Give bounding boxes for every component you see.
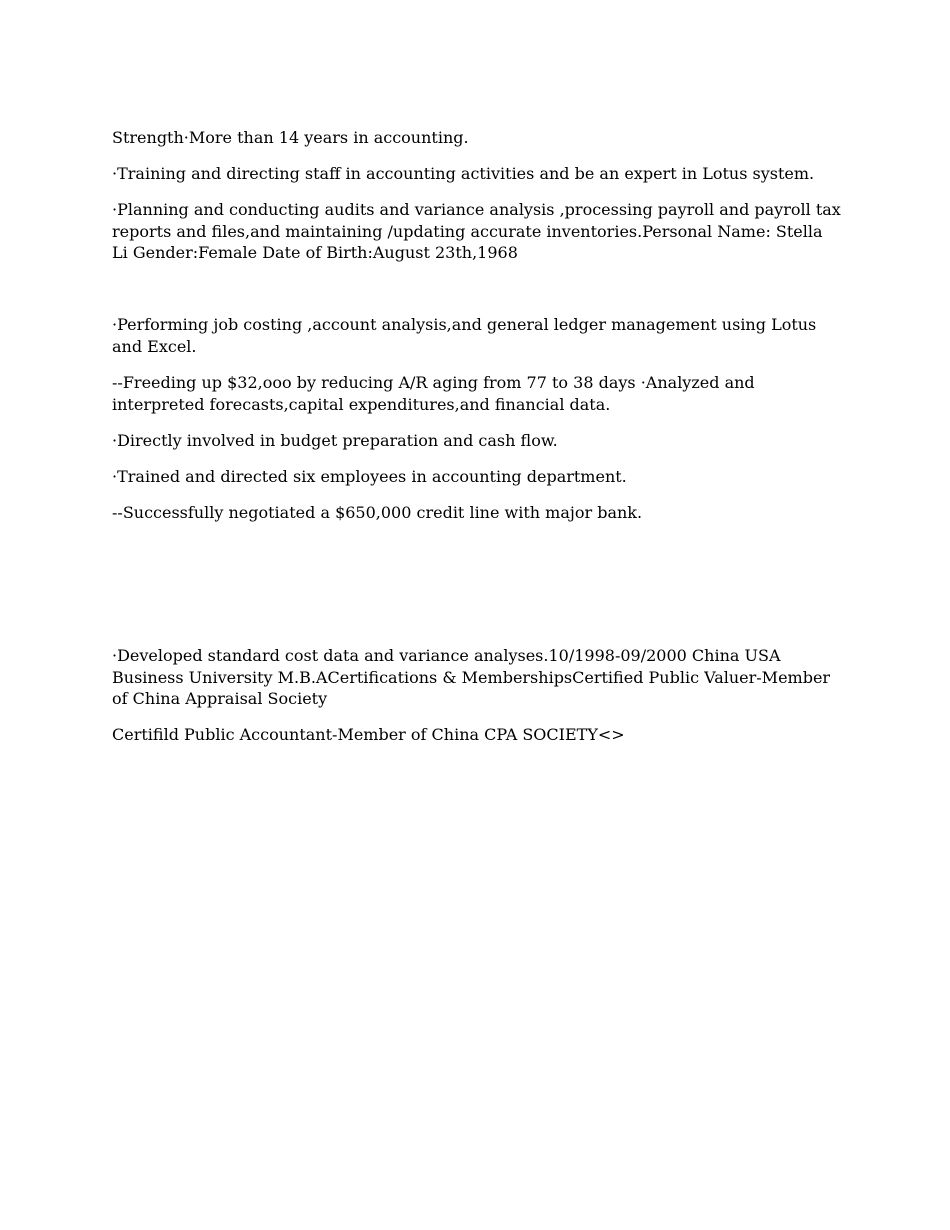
paragraph-strength: Strength·More than 14 years in accounting. (112, 128, 469, 147)
spacer (112, 278, 842, 314)
paragraph-freeding-up: --Freeding up $32,ooo by reducing A/R aging from 77 to 38 days ·Analyzed and interpreted forecasts,capital expenditures,and financial data. (112, 373, 755, 414)
paragraph-trained-employees: ·Trained and directed six employees in accounting department. (112, 466, 627, 486)
paragraph-credit-line: --Successfully negotiated a $650,000 credit line with major bank. (112, 502, 643, 522)
paragraph-job-costing: ·Performing job costing ,account analysis,and general ledger management using Lotus and Excel. (112, 315, 817, 357)
paragraph-cpa-membership: Certifild Public Accountant-Member of China CPA SOCIETY<> (112, 725, 625, 745)
paragraph-planning-personal: ·Planning and conducting audits and variance analysis ,processing payroll and payroll tax reports and files,and maintaining /updating accurate inventories.Personal Name: Stella Li Gender:Female Date of Birth:August 23th,1968 (112, 200, 841, 263)
document-body (112, 127, 842, 760)
paragraph-training: ·Training and directing staff in accounting activities and be an expert in Lotus system. (112, 164, 815, 183)
paragraph-budget: ·Directly involved in budget preparation and cash flow. (112, 430, 558, 450)
spacer (112, 538, 842, 645)
paragraph-education-certifications: ·Developed standard cost data and variance analyses.10/1998-09/2000 China USA Business University M.B.ACertifications & MembershipsCertified Public Valuer-Member of China Appraisal Society (112, 645, 831, 709)
